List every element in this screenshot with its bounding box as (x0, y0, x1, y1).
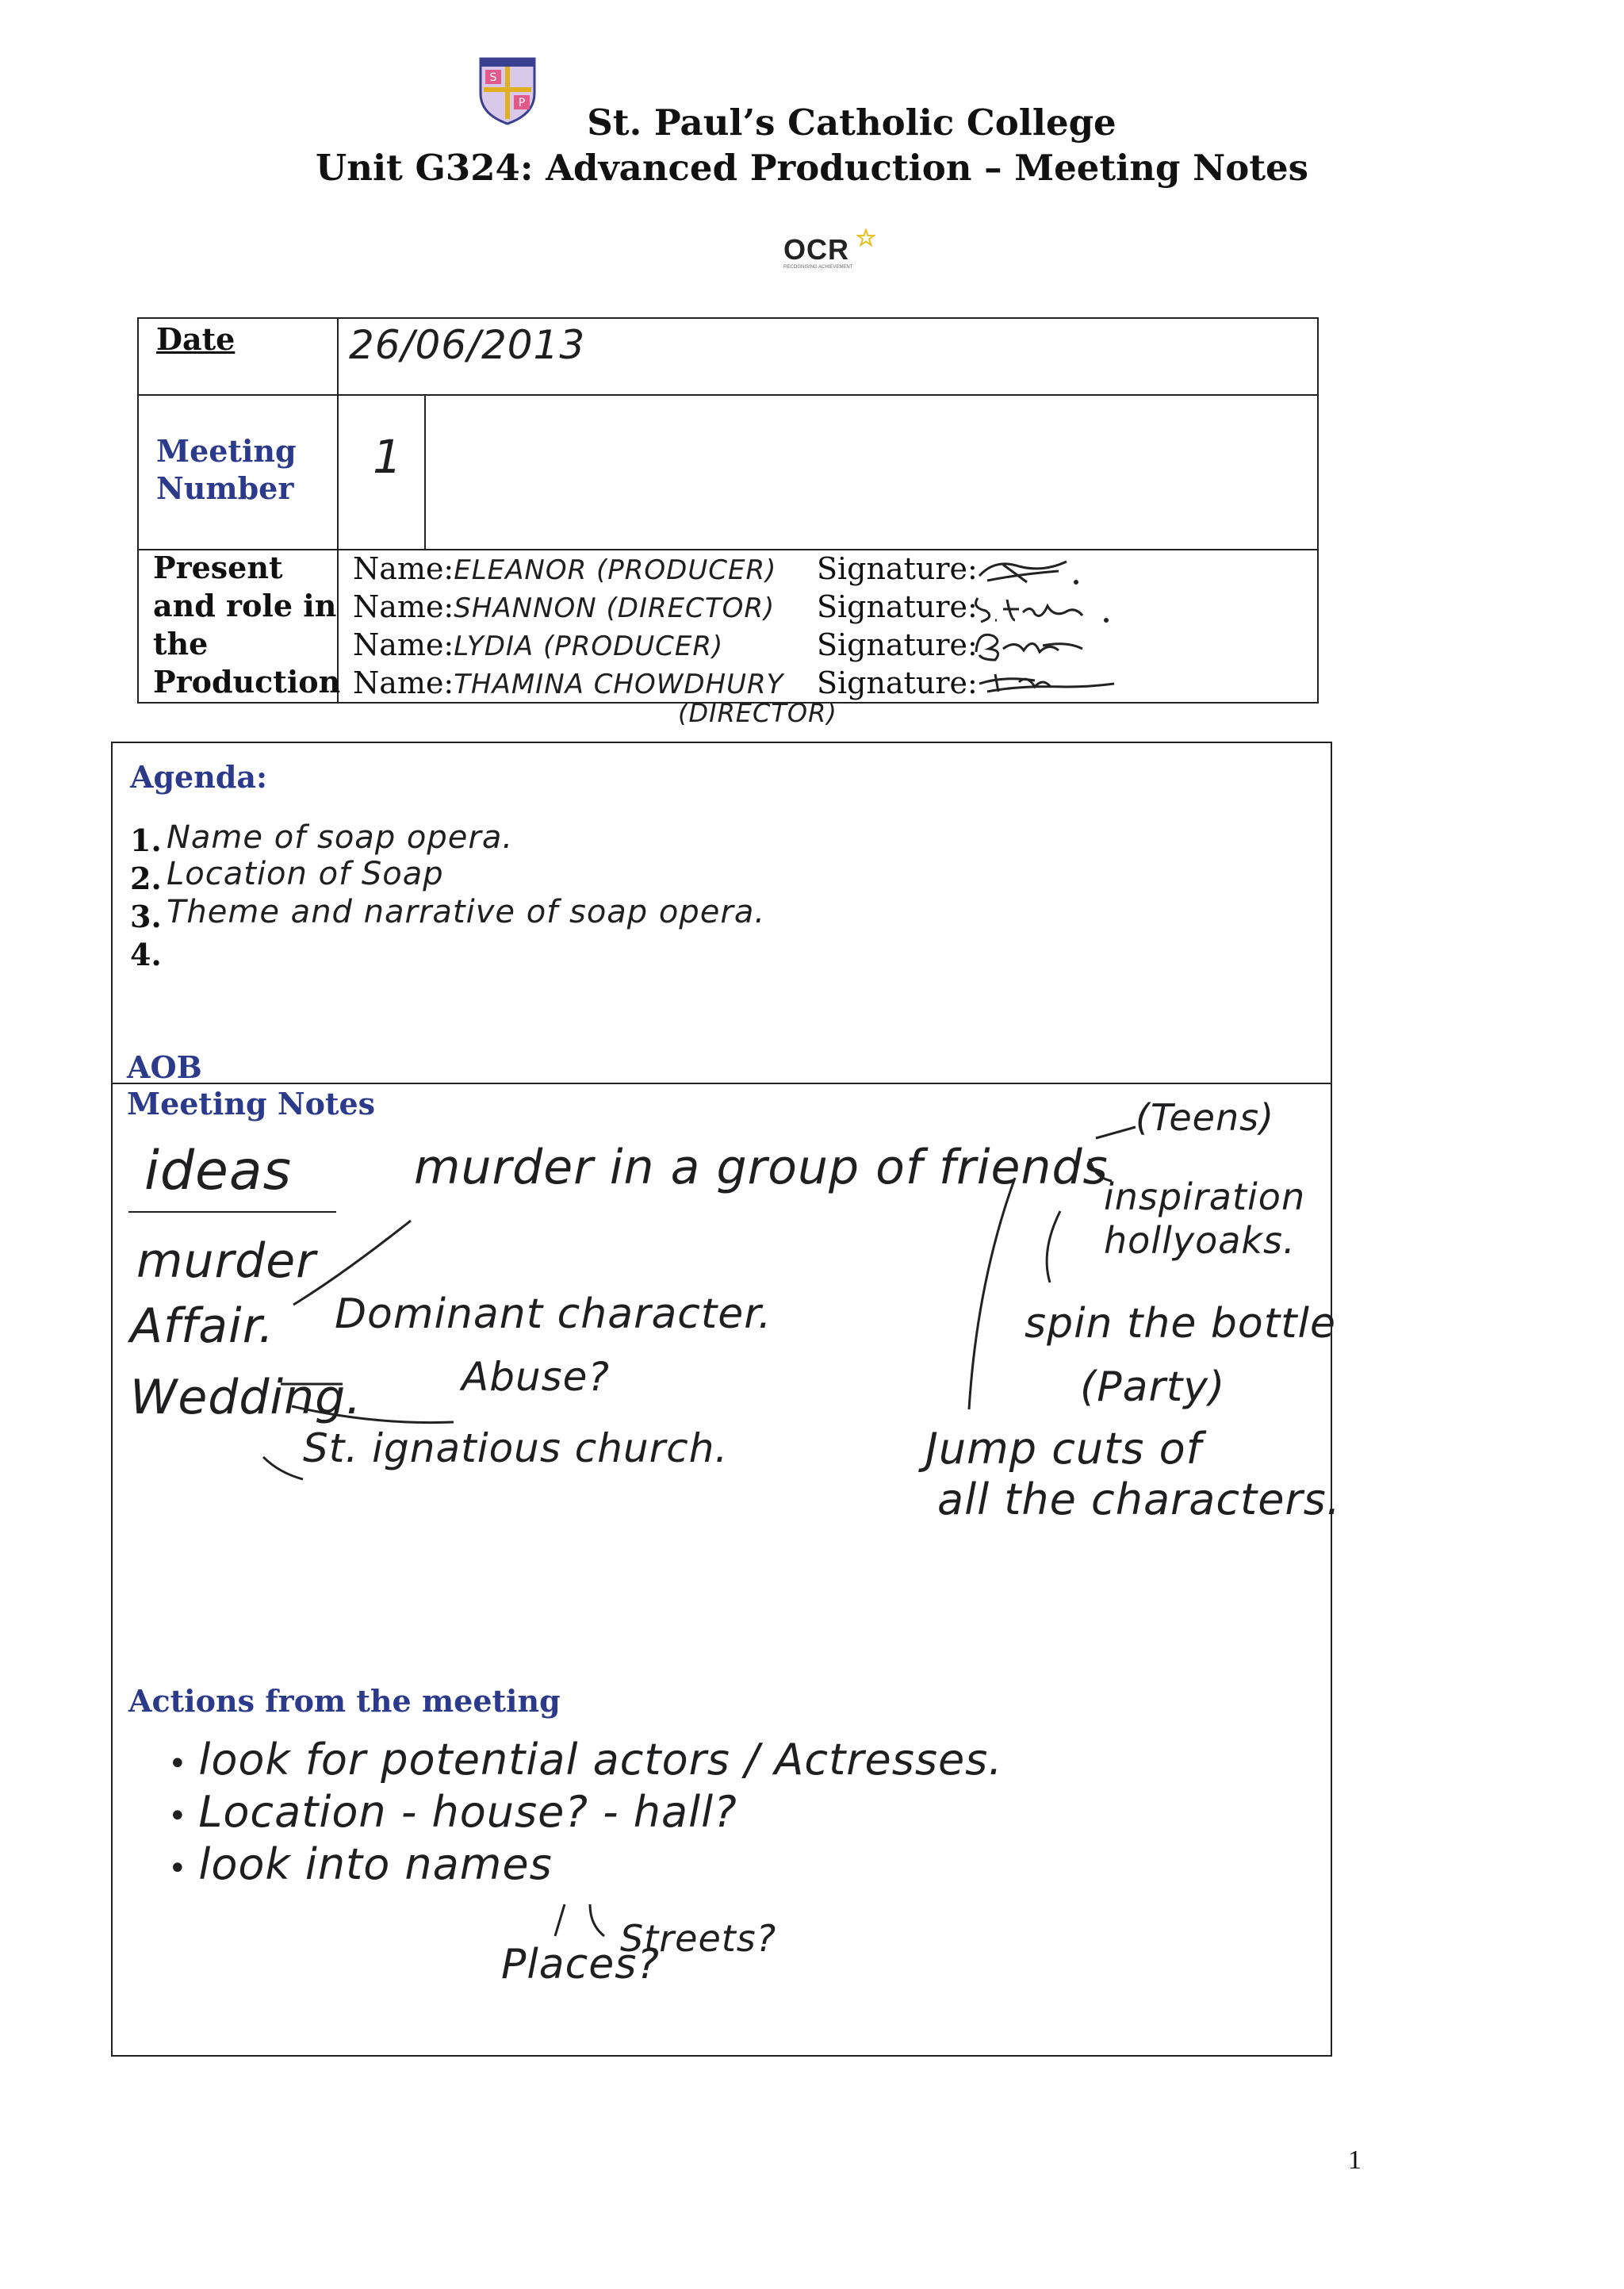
action-item (168, 1839, 553, 1889)
action-streets: Streets? (620, 1917, 777, 1960)
agenda-item-text: Theme and narrative of soap opera. (167, 894, 766, 930)
note-murder-group: murder in a group of friends (414, 1140, 1109, 1195)
meeting-notes-label: Meeting Notes (127, 1086, 376, 1121)
signature-scribble-3 (971, 625, 1090, 665)
meeting-number-value: 1 (373, 430, 403, 484)
note-dominant-character: Dominant character. (335, 1290, 772, 1338)
note-connector-lines (113, 1092, 1331, 1489)
note-ideas: ideas (144, 1140, 292, 1202)
attendee-row (353, 550, 776, 589)
note-murder: murder (136, 1233, 316, 1289)
action-item-text: Location - house? - hall? (198, 1787, 737, 1837)
note-party: (Party) (1080, 1363, 1226, 1411)
actions-label: Actions from the meeting (128, 1683, 561, 1719)
signature-scribble-2 (971, 589, 1114, 628)
note-teens: (Teens) (1136, 1096, 1275, 1139)
attendee-name: LYDIA (PRODUCER) (454, 631, 724, 662)
date-label: Date (156, 321, 236, 357)
meeting-number-label-line2: Number (156, 470, 294, 506)
crest-letter-p: P (518, 97, 526, 109)
action-places: Places? (501, 1941, 660, 1988)
attendee-extra-role: (DIRECTOR) (678, 698, 837, 728)
attendee-row (353, 588, 775, 627)
note-spin-bottle: spin the bottle (1025, 1300, 1336, 1348)
attendee-name: SHANNON (DIRECTOR) (454, 592, 776, 624)
note-inspiration: inspiration (1104, 1175, 1306, 1218)
attendee-row (353, 626, 723, 665)
agenda-notes-box (111, 742, 1341, 2057)
signature-label: Signature: (817, 589, 978, 624)
signature-scribble-1 (971, 550, 1082, 590)
present-label-line4: Production (153, 664, 341, 700)
ocr-star-icon (856, 228, 875, 247)
college-name: St. Paul’s Catholic College (587, 102, 1116, 144)
signature-label: Signature: (817, 627, 978, 662)
present-label-line3: the (153, 626, 209, 661)
ocr-tagline: RECOGNISING ACHIEVEMENT (783, 265, 853, 270)
ocr-logo (783, 233, 852, 270)
note-jump-cuts: Jump cuts of (925, 1424, 1202, 1474)
name-label: Name: (353, 551, 454, 586)
crest-letter-s: S (489, 71, 497, 84)
bullet-icon: • (168, 1798, 199, 1835)
note-abuse: Abuse? (462, 1354, 610, 1400)
attendee-name: ELEANOR (PRODUCER) (454, 554, 777, 586)
action-item (168, 1735, 1002, 1785)
agenda-item-number: 2. (130, 861, 162, 896)
unit-title: Unit G324: Advanced Production – Meeting Notes (315, 147, 1308, 189)
note-hollyoaks: hollyoaks. (1104, 1219, 1296, 1262)
page-number: 1 (1348, 2145, 1362, 2175)
action-item-text: look into names (198, 1839, 553, 1889)
bullet-icon: • (168, 1746, 199, 1782)
signature-scribble-4 (971, 663, 1122, 703)
signature-label: Signature: (817, 551, 978, 586)
present-label-line2: and role in (153, 588, 337, 623)
ocr-logo-text: OCR (783, 233, 849, 266)
agenda-item-number: 1. (130, 822, 162, 858)
attendee-name: THAMINA CHOWDHURY (454, 669, 784, 700)
meeting-details-table (137, 317, 1319, 704)
meeting-number-label-line1: Meeting (156, 433, 297, 469)
agenda-item-number: 3. (130, 899, 162, 934)
agenda-item-number: 4. (130, 937, 162, 972)
signature-label: Signature: (817, 665, 978, 700)
note-wedding: Wedding. (130, 1370, 362, 1425)
bullet-icon: • (168, 1850, 199, 1887)
agenda-item-text: Location of Soap (167, 856, 444, 892)
name-label: Name: (353, 665, 454, 700)
agenda-label: Agenda: (130, 759, 268, 795)
note-church: St. ignatious church. (303, 1425, 729, 1471)
action-item-text: look for potential actors / Actresses. (198, 1735, 1003, 1785)
action-item (168, 1787, 737, 1837)
aob-label: AOB (127, 1049, 202, 1085)
note-all-characters: all the characters. (937, 1474, 1341, 1524)
present-label-line1: Present (153, 550, 283, 585)
agenda-item-text: Name of soap opera. (167, 819, 514, 856)
date-value: 26/06/2013 (349, 322, 586, 368)
note-affair: Affair. (130, 1298, 274, 1354)
name-label: Name: (353, 627, 454, 662)
name-label: Name: (353, 589, 454, 624)
